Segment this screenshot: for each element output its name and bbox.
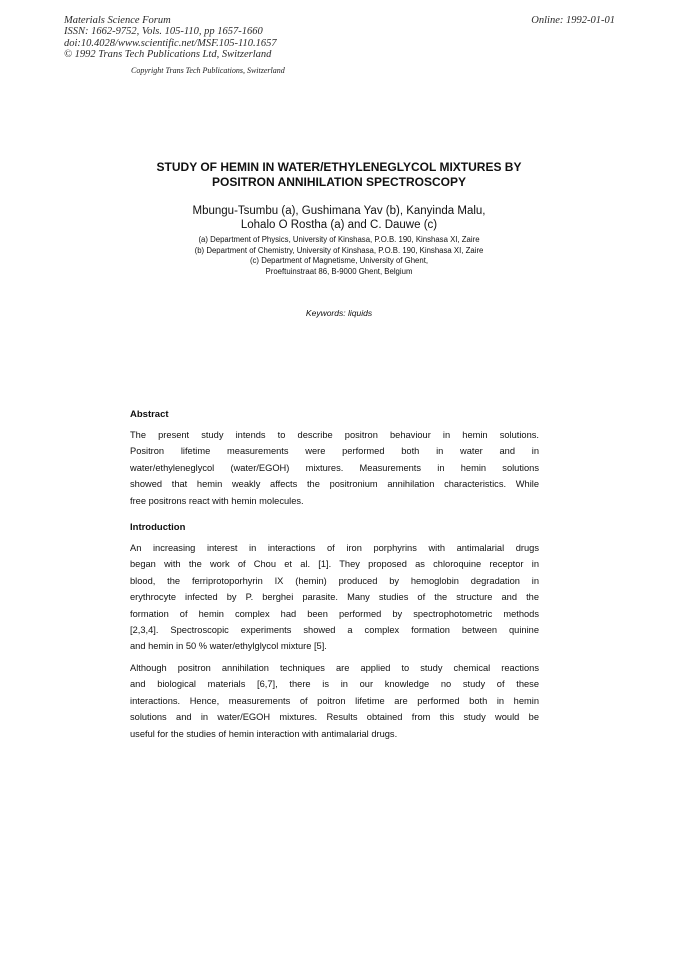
doi-line: doi:10.4028/www.scientific.net/MSF.105-110.1657 <box>64 37 277 49</box>
intro-line: solutions and in water/EGOH mixtures. Results obtained from this study would be <box>130 712 539 723</box>
affiliations <box>100 235 578 277</box>
affiliation-c: (c) Department of Magnetisme, University of Ghent, <box>249 256 429 266</box>
abstract-line: water/ethyleneglycol (water/EGOH) mixtures. Measurements in hemin solutions <box>130 462 539 473</box>
intro-line: and hemin in 50 % water/ethylglycol mixture [5]. <box>130 641 327 652</box>
abstract-body <box>130 427 539 509</box>
intro-line: began with the work of Chou et al. [1]. They proposed as chloroquine receptor in <box>130 559 539 570</box>
copyright-line: © 1992 Trans Tech Publications Ltd, Switzerland <box>64 48 272 60</box>
intro-line: erythrocyte infected by P. berghei parasite. Many studies of the structure and the <box>130 592 539 603</box>
abstract-line: free positrons react with hemin molecules. <box>130 495 304 506</box>
abstract-heading: Abstract <box>130 409 169 420</box>
intro-line: An increasing interest in interactions of iron porphyrins with antimalarial drugs <box>130 543 539 553</box>
issn-line: ISSN: 1662-9752, Vols. 105-110, pp 1657-1660 <box>64 26 263 38</box>
intro-line: useful for the studies of hemin interaction with antimalarial drugs. <box>130 728 398 739</box>
affiliation-a: (a) Department of Physics, University of Kinshasa, P.O.B. 190, Kinshasa XI, Zaire <box>198 235 480 244</box>
introduction-paragraph-2 <box>130 660 539 742</box>
affiliation-b: (b) Department of Chemistry, University of Kinshasa, P.O.B. 190, Kinshasa XI, Zaire <box>194 245 484 255</box>
authors-line-1: Mbungu-Tsumbu (a), Gushimana Yav (b), Kanyinda Malu, <box>192 205 486 217</box>
title-line-1: STUDY OF HEMIN IN WATER/ETHYLENEGLYCOL MIXTURES BY <box>156 160 522 174</box>
intro-line: [2,3,4]. Spectroscopic experiments showed a complex formation between quinine <box>130 624 539 635</box>
intro-line: blood, the ferriprotoporhyrin IX (hemin) produced by hemoglobin degradation in <box>130 575 539 586</box>
intro-line: interactions. Hence, measurements of poitron lifetime are performed both in hemin <box>130 695 539 706</box>
introduction-heading: Introduction <box>130 522 186 533</box>
online-date: Online: 1992-01-01 <box>531 15 615 26</box>
abstract-line: The present study intends to describe positron behaviour in hemin solutions. <box>130 430 539 440</box>
keywords: Keywords: liquids <box>305 308 373 318</box>
paper-title <box>100 160 578 190</box>
authors-line-2: Lohalo O Rostha (a) and C. Dauwe (c) <box>240 218 438 231</box>
journal-header <box>64 15 277 60</box>
intro-line: formation of hemin complex had been performed by spectrophotometric methods <box>130 608 539 619</box>
introduction-paragraph-1 <box>130 540 539 655</box>
copyright-stamp: Copyright Trans Tech Publications, Switzerland <box>131 66 285 75</box>
affiliation-c-address: Proeftuinstraat 86, B-9000 Ghent, Belgium <box>265 266 413 276</box>
abstract-line: showed that hemin weakly affects the positronium annihilation characteristics. While <box>130 479 539 490</box>
intro-line: and biological materials [6,7], there is in our knowledge no study of these <box>130 679 539 690</box>
abstract-line: Positron lifetime measurements were performed both in water and in <box>130 446 539 457</box>
author-list <box>100 205 578 232</box>
intro-line: Although positron annihilation techniques are applied to study chemical reactions <box>130 663 539 673</box>
title-line-2: POSITRON ANNIHILATION SPECTROSCOPY <box>211 175 466 189</box>
journal-name: Materials Science Forum <box>64 15 171 26</box>
